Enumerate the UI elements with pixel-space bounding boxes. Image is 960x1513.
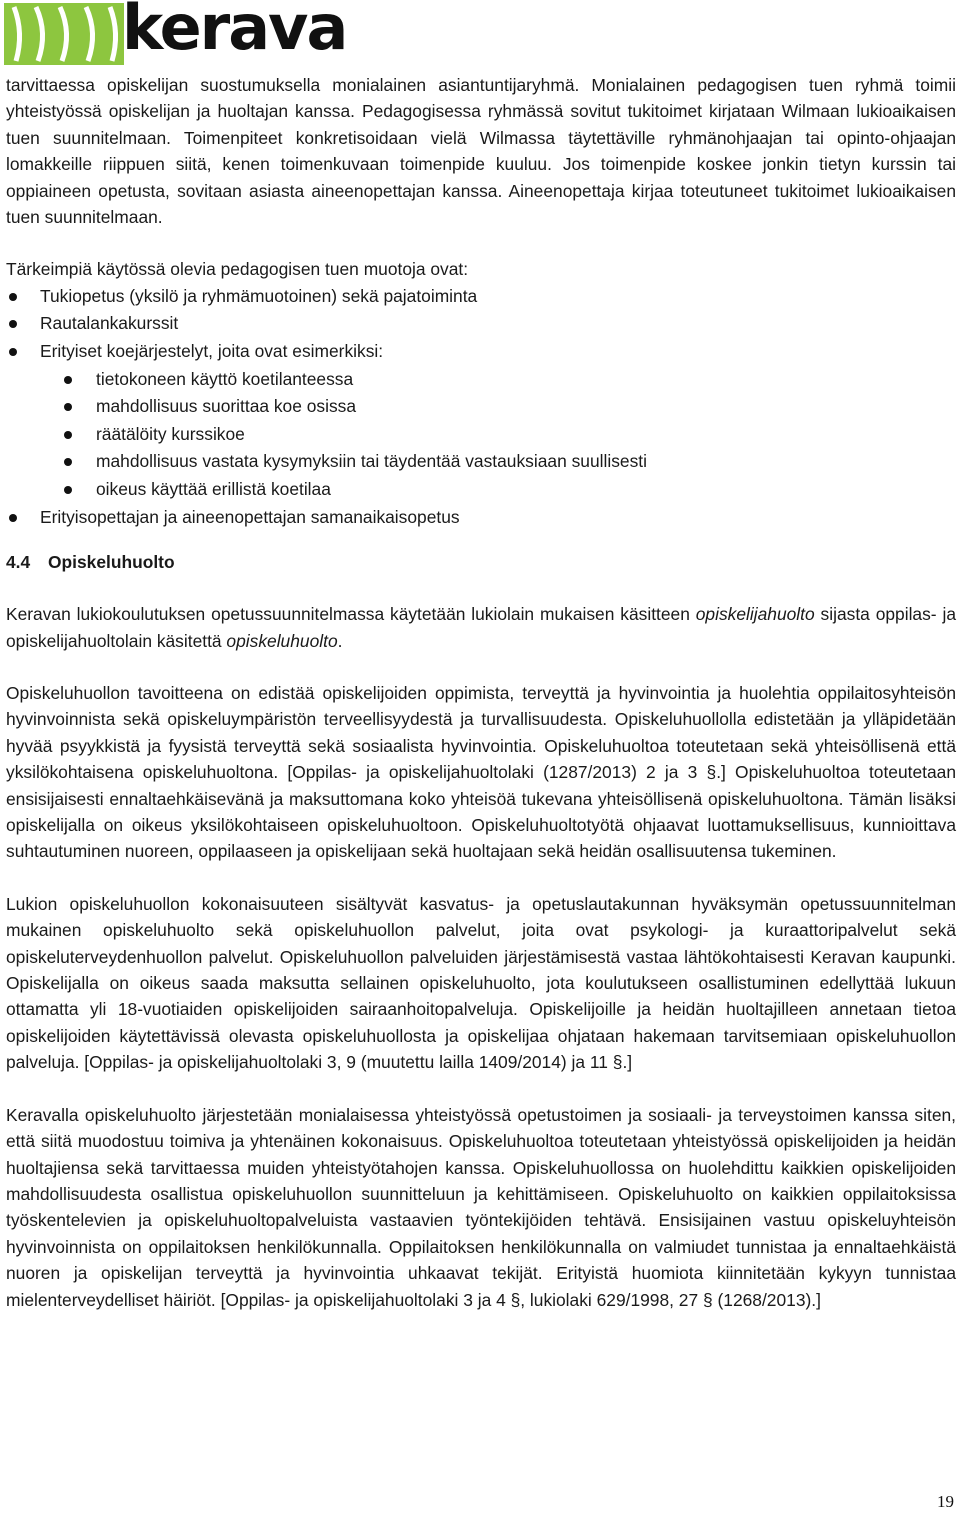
paragraph: Opiskeluhuollon tavoitteena on edistää opiskelijoiden oppimista, terveyttä ja hyvinvointia ja huolehtia oppilaitosyhteisön hyvinvoinnista sekä opiskeluympäristön terveellisyydestä ja turvallisuudesta. Opiskeluhuollolla edistetään ja ylläpidetään hyvää psyykkistä ja fyysistä terveyttä sekä sosiaalista hyvinvointia. Opiskeluhuoltoa toteutetaan sekä yhteisöllisenä että yksilökohtaisena opiskeluhuoltona. [Oppilas- ja opiskelijahuoltolaki (1287/2013) 2 ja 3 §.] Opiskeluhuoltoa toteutetaan ensisijaisesti ennaltaehkäisevänä ja maksuttomana koko yhteisöä tukevana yhteisöllisenä opiskeluhuoltona. Tämän lisäksi opiskelijalla on oikeus yksilökohtaiseen opiskeluhuoltoon. Opiskeluhuoltotyötä ohjaavat luottamuksellisuus, kunnioittava suhtautuminen nuoreen, oppilaaseen ja opiskelijaan sekä huoltajaan sekä heidän osallisuutensa tukeminen. (6, 683, 956, 862)
section-number: 4.4 (6, 552, 31, 573)
support-forms-list (6, 283, 956, 366)
section-heading (6, 549, 956, 575)
paragraph: Lukion opiskeluhuollon kokonaisuuteen sisältyvät kasvatus- ja opetuslautakunnan hyväksymän opetussuunnitelman mukainen opiskeluhuolto sekä opiskeluhuollon palvelut, joita ovat psykologi- ja kuraattoripalvelut sekä opiskeluterveydenhuollon palvelut. Opiskeluhuollon palveluiden järjestämisestä vastaa lähtökohtaisesti Keravan kaupunki. Opiskelijalla on oikeus saada maksutta sellainen opiskeluhuolto, jota koulutukseen osallistuminen edellyttää lukuun ottamatta yli 18-vuotiaiden opiskelijoiden sairaanhoitopalveluja. Opiskelijoille ja heidän huoltajilleen annetaan tietoa opiskelijoiden käytettävissä olevasta opiskeluhuollosta ja opiskelijaa ohjataan hakemaan tarvitsemiaan opiskeluhuollon palveluja. [Oppilas- ja opiskelijahuoltolaki 3, 9 (muutettu lailla 1409/2014) ja 11 §.] (6, 893, 956, 1073)
list-item: tietokoneen käyttö koetilanteessa (6, 366, 956, 394)
page-number: 19 (937, 1492, 954, 1511)
paragraph: tarvittaessa opiskelijan suostumuksella monialainen asiantuntijaryhmä. Monialainen pedagogisen tuen ryhmä toimii yhteistyössä opiskelijan ja huoltajan kanssa. Pedagogisessa ryhmässä sovitut tukitoimet kirjataan Wilmaan lukioaikaisen tuen suunnitelmaan. Toimenpiteet konkretisoidaan vielä Wilmassa täytettäville ryhmänohjaajan tai opinto-ohjaajan lomakkeille riippuen siitä, kenen toimenkuvaan toimenpide kuuluu. Jos toimenpide koskee jonkin tietyn kurssin tai oppiaineen opetusta, sovitaan asiasta aineenopettajan kanssa. Aineenopettaja kirjaa toteutuneet tukitoimet lukioaikaisen tuen suunnitelmaan. (6, 75, 956, 228)
list-item-label: Erityiset koejärjestelyt, joita ovat esimerkiksi: (40, 341, 384, 362)
list-item: oikeus käyttää erillistä koetilaa (6, 476, 956, 504)
exam-arrangements-list (6, 366, 956, 504)
list-intro: Tärkeimpiä käytössä olevia pedagogisen tuen muotoja ovat: (6, 259, 469, 280)
paragraph: Keravan lukiokoulutuksen opetussuunnitelmassa käytetään lukiolain mukaisen käsitteen opiskelijahuolto sijasta oppilas- ja opiskelijahuoltolain käsitettä opiskeluhuolto. (6, 604, 956, 651)
list-item: Tukiopetus (yksilö ja ryhmämuotoinen) sekä pajatoiminta (6, 283, 956, 311)
support-forms-list-continued (6, 504, 956, 532)
paragraph: Keravalla opiskeluhuolto järjestetään monialaisessa yhteistyössä opetustoimen ja sosiaali- ja terveystoimen kanssa siten, että siitä muodostuu toimiva ja yhtenäinen kokonaisuus. Opiskeluhuoltoa toteutetaan yhteistyössä opiskelijoiden ja heidän huoltajiensa sekä tarvittaessa muiden yhteistyötahojen kanssa. Opiskeluhuollossa on huolehdittu kaikkien opiskelijoiden mahdollisuudesta osallistua opiskeluhuollon suunnitteluun ja kehittämiseen. Opiskeluhuolto on kaikkien oppilaitoksissa työskentelevien ja opiskeluhuoltopalveluista vastaavien työntekijöiden tehtävä. Ensisijainen vastuu opiskeluyhteisön hyvinvoinnista on oppilaitoksen henkilökunnalla. Oppilaitoksen henkilökunnalla on valmiudet tunnistaa ja ennaltaehkäistä nuoren ja opiskelijan terveyttä ja hyvinvointia uhkaavat tekijät. Erityistä huomiota kiinnitetään kykyyn tunnistaa mielenterveydelliset häiriöt. [Oppilas- ja opiskelijahuoltolaki 3 ja 4 §, lukiolaki 629/1998, 27 § (1268/2013).] (6, 1104, 956, 1310)
list-item (6, 338, 956, 366)
list-item: räätälöity kurssikoe (6, 421, 956, 449)
document-body (6, 72, 956, 1313)
list-item: mahdollisuus vastata kysymyksiin tai täydentää vastauksiaan suullisesti (6, 448, 956, 476)
kerava-logo (4, 0, 404, 65)
section-title: Opiskeluhuolto (48, 552, 175, 573)
kerava-leaf-mark-icon (4, 3, 124, 65)
list-item: Erityisopettajan ja aineenopettajan samanaikaisopetus (6, 504, 956, 532)
list-item: mahdollisuus suorittaa koe osissa (6, 393, 956, 421)
logo-wordmark: kerava (122, 0, 347, 64)
list-item: Rautalankakurssit (6, 310, 956, 338)
